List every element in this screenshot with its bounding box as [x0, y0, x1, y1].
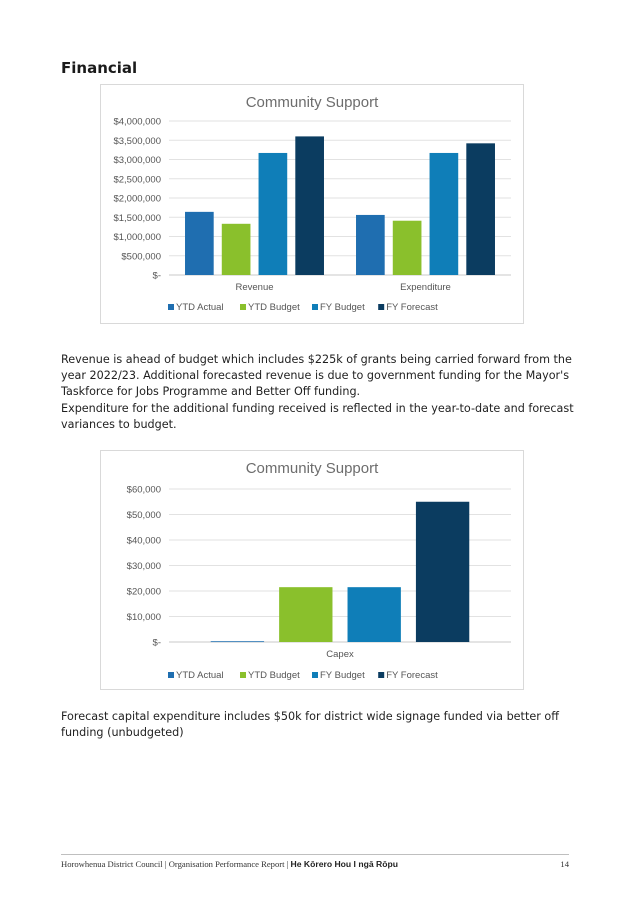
revenue-expenditure-chart	[100, 84, 524, 324]
bar	[416, 502, 469, 642]
section-heading: Financial	[61, 59, 138, 77]
legend-swatch	[240, 672, 246, 678]
y-tick-label: $4,000,000	[113, 116, 161, 128]
legend-swatch	[168, 672, 174, 678]
bar	[430, 153, 459, 275]
expenditure-paragraph: Expenditure for the additional funding received is reflected in the year-to-date and forecast variances to budget.	[61, 402, 574, 431]
bar	[295, 136, 324, 275]
legend-label: FY Budget	[320, 670, 365, 681]
y-tick-label: $2,000,000	[113, 193, 161, 205]
chart-title: Community Support	[245, 94, 379, 111]
bar	[259, 153, 288, 275]
y-tick-label: $1,500,000	[113, 212, 161, 224]
y-tick-label: $60,000	[126, 484, 161, 496]
category-label: Expenditure	[400, 282, 451, 293]
legend-swatch	[378, 304, 384, 310]
category-label: Revenue	[235, 282, 274, 293]
capex-paragraph: Forecast capital expenditure includes $50k for district wide signage funded via better off funding (unbudgeted)	[61, 710, 559, 739]
category-label: Capex	[326, 649, 354, 660]
page-number: 14	[560, 859, 569, 869]
y-tick-label: $10,000	[126, 612, 161, 623]
legend-label: YTD Budget	[248, 670, 300, 681]
y-tick-label: $1,000,000	[113, 232, 161, 243]
legend-label: FY Forecast	[386, 302, 438, 313]
footer-text: Horowhenua District Council | Organisation Performance Report |	[61, 859, 291, 869]
bar	[348, 587, 401, 642]
y-tick-label: $500,000	[121, 251, 161, 263]
y-tick-label: $20,000	[126, 586, 161, 598]
y-tick-label: $50,000	[126, 510, 161, 521]
capex-chart	[100, 450, 524, 690]
y-tick-label: $3,500,000	[113, 135, 161, 147]
bar	[393, 221, 422, 275]
footer-divider	[61, 854, 569, 855]
legend-label: YTD Actual	[176, 670, 224, 681]
y-tick-label: $30,000	[126, 561, 161, 572]
y-tick-label: $-	[152, 270, 161, 282]
chart-svg	[101, 451, 523, 689]
y-tick-label: $40,000	[126, 535, 161, 547]
footer-bold-text: He Kōrero Hou I ngā Rōpu	[290, 859, 398, 869]
bar	[211, 641, 264, 642]
legend-swatch	[312, 304, 318, 310]
legend-label: FY Budget	[320, 302, 365, 313]
legend-label: FY Forecast	[386, 670, 438, 681]
bar	[466, 143, 495, 275]
legend-swatch	[378, 672, 384, 678]
revenue-paragraph: Revenue is ahead of budget which includes $225k of grants being carried forward from the year 2022/23. Additional forecasted revenue is due to government funding for the Mayor's Taskforce for Jobs Programme and Better Off funding.	[61, 353, 572, 398]
bar	[185, 212, 214, 275]
legend-label: YTD Actual	[176, 302, 224, 313]
bar	[279, 587, 332, 642]
y-tick-label: $-	[152, 637, 161, 649]
bar	[222, 224, 251, 275]
bar	[356, 215, 385, 275]
chart-title: Community Support	[245, 460, 379, 477]
chart-svg	[101, 85, 523, 323]
page-footer	[61, 859, 569, 869]
legend-swatch	[240, 304, 246, 310]
legend-swatch	[168, 304, 174, 310]
legend-label: YTD Budget	[248, 302, 300, 313]
y-tick-label: $3,000,000	[113, 155, 161, 166]
y-tick-label: $2,500,000	[113, 174, 161, 186]
legend-swatch	[312, 672, 318, 678]
